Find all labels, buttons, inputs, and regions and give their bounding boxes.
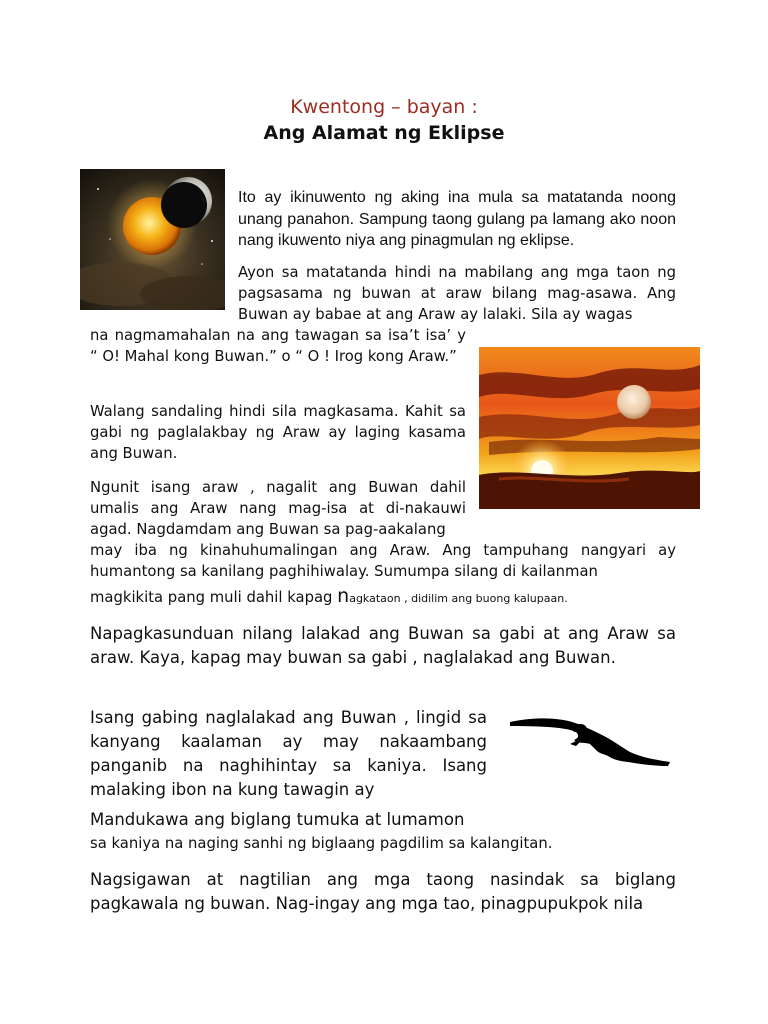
paragraph-intro xyxy=(238,187,676,252)
paragraph-7-text: Nagsigawan at nagtilian ang mga taong nasindak sa biglang pagkawala ng buwan. Nag-ingay ang mga tao, pinagpupukpok nila xyxy=(90,870,676,913)
paragraph-3 xyxy=(90,401,466,464)
eclipse-photo xyxy=(80,169,225,310)
paragraph-4-last-b: agkataon , didilim ang buong kalupaan. xyxy=(349,592,568,605)
paragraph-4-last-a: magkikita pang muli dahil kapag xyxy=(90,589,338,606)
sunset-moon-photo xyxy=(479,347,700,509)
paragraph-4-bottom-text: may iba ng kinahuhumalingan ang Araw. Ang tampuhang nangyari ay humantong sa kanilang paghihiwalay. Sumumpa silang di kailanman xyxy=(90,542,676,580)
story-kicker: Kwentong – bayan : xyxy=(290,96,478,118)
paragraph-7 xyxy=(90,868,676,916)
paragraph-4-bottom xyxy=(90,540,676,582)
paragraph-6-mid-text: Mandukawa ang biglang tumuka at lumamon xyxy=(90,810,465,829)
paragraph-4-last-line xyxy=(90,586,568,609)
paragraph-2-bottom-text: na nagmamahalan na ang tawagan sa isa’t isa’ y “ O! Mahal kong Buwan.” o “ O ! Irog kong Araw.” xyxy=(90,327,466,365)
paragraph-6-bottom xyxy=(90,833,552,854)
paragraph-2-bottom xyxy=(90,325,466,367)
paragraph-4-last-big-n: n xyxy=(337,585,350,607)
paragraph-6-mid xyxy=(90,808,464,832)
paragraph-intro-text: Ito ay ikinuwento ng aking ina mula sa matatanda noong unang panahon. Sampung taong gulang pa lamang ako noon nang ikuwento niya ang pinagmulan ng eklipse. xyxy=(238,189,676,249)
story-title: Ang Alamat ng Eklipse xyxy=(263,122,505,144)
paragraph-4-top-text: Ngunit isang araw , nagalit ang Buwan dahil umalis ang Araw nang mag-isa at di-nakauwi agad. Nagdamdam ang Buwan sa pag-aakalang xyxy=(90,479,466,538)
paragraph-2-top-text: Ayon sa matatanda hindi na mabilang ang mga taon ng pagsasama ng buwan at araw bilang mag-asawa. Ang Buwan ay babae at ang Araw ay lalaki. Sila ay wagas xyxy=(238,264,676,323)
paragraph-2-top xyxy=(238,262,676,325)
paragraph-5 xyxy=(90,622,676,670)
paragraph-4-top xyxy=(90,477,466,540)
paragraph-6-bottom-text: sa kaniya na naging sanhi ng biglaang pagdilim sa kalangitan. xyxy=(90,835,553,852)
paragraph-6-top-text: Isang gabing naglalakad ang Buwan , lingid sa kanyang kaalaman ay may nakaambang panganib na naghihintay sa kaniya. Isang malaking ibon na kung tawagin ay xyxy=(90,708,487,799)
paragraph-6-top xyxy=(90,706,487,802)
bird-silhouette xyxy=(508,710,673,768)
paragraph-5-text: Napagkasunduan nilang lalakad ang Buwan sa gabi at ang Araw sa araw. Kaya, kapag may buwan sa gabi , naglalakad ang Buwan. xyxy=(90,624,676,667)
paragraph-3-text: Walang sandaling hindi sila magkasama. Kahit sa gabi ng paglalakbay ng Araw ay laging kasama ang Buwan. xyxy=(90,403,466,462)
